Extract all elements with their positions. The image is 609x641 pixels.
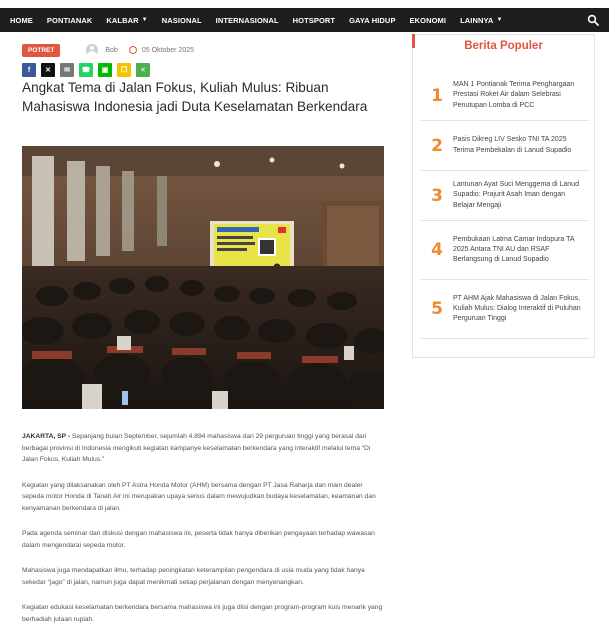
nav-label: HOME xyxy=(10,15,33,25)
chevron-down-icon: ▼ xyxy=(141,17,148,23)
rank-number: 2 xyxy=(431,135,443,156)
article-paragraph: Pada agenda seminar dan diskusi dengan mahasiswa ini, peserta tidak hanya diberikan pengayaan terhadap wawasan dalam mengendarai sepeda motor. xyxy=(22,530,375,549)
nav-ekonomi[interactable] xyxy=(410,16,447,25)
popular-news-item[interactable] xyxy=(421,280,589,339)
popular-news-item[interactable] xyxy=(421,71,589,121)
copy-icon[interactable]: ❐ xyxy=(117,63,131,77)
nav-home[interactable] xyxy=(10,16,33,25)
nav-gaya-hidup[interactable] xyxy=(349,16,395,25)
email-icon[interactable]: ✉ xyxy=(60,63,74,77)
article-paragraph: Mahasiswa juga mendapatkan ilmu, terhadap peningkatan keterampilan pengendara di usia muda yang tidak hanya sekedar “jago” di jalan, namun juga dapat menikmati setiap perjalanan dengan menyenangkan. xyxy=(22,567,365,586)
nav-hotsport[interactable] xyxy=(293,16,335,25)
nav-nasional[interactable] xyxy=(162,16,202,25)
top-navigation xyxy=(0,8,609,32)
popular-news-title[interactable]: MAN 1 Pontianak Terima Penghargaan Prestasi Roket Air dalam Selebrasi Penutupan Lomba di PCC xyxy=(453,81,575,109)
popular-news-item[interactable] xyxy=(421,221,589,280)
nav-label: NASIONAL xyxy=(161,15,202,25)
popular-news-title[interactable]: Pasis Dikreg LIV Sesko TNI TA 2025 Terima Pembekalan di Lanud Supadio xyxy=(453,136,572,154)
nav-label: GAYA HIDUP xyxy=(349,15,396,25)
nav-lainnya[interactable] xyxy=(460,16,502,25)
nav-label: KALBAR xyxy=(106,15,139,25)
category-badge[interactable]: POTRET xyxy=(22,44,60,57)
popular-news-item[interactable] xyxy=(421,121,589,171)
rank-number: 5 xyxy=(431,299,443,319)
widget-accent-bar xyxy=(412,34,415,48)
avatar xyxy=(86,44,98,56)
nav-label: INTERNASIONAL xyxy=(215,15,279,25)
popular-news-list xyxy=(421,71,589,339)
nav-pontianak[interactable] xyxy=(47,16,92,25)
dateline: JAKARTA, SP - xyxy=(22,433,71,440)
share-buttons xyxy=(22,63,155,77)
rank-number: 3 xyxy=(431,185,443,206)
nav-label: PONTIANAK xyxy=(46,15,93,25)
author-name[interactable]: Bob xyxy=(105,46,118,54)
facebook-icon[interactable]: f xyxy=(22,63,36,77)
line-icon[interactable]: ▣ xyxy=(98,63,112,77)
popular-news-title[interactable]: Lantunan Ayat Suci Menggema di Lanud Supadio: Prajurit Asah Iman dengan Belajar Mengaji xyxy=(453,181,579,209)
nav-label: HOTSPORT xyxy=(292,15,336,25)
clock-icon xyxy=(129,46,137,54)
share-icon[interactable]: < xyxy=(136,63,150,77)
search-icon[interactable] xyxy=(587,14,599,26)
popular-news-widget xyxy=(412,34,595,358)
article-meta xyxy=(22,43,194,57)
article-body xyxy=(22,431,384,639)
article-title: Angkat Tema di Jalan Fokus, Kuliah Mulus: Ribuan Mahasiswa Indonesia jadi Duta Keselamatan Berkendara xyxy=(22,80,368,114)
rank-number: 1 xyxy=(431,85,443,106)
popular-news-title[interactable]: PT AHM Ajak Mahasiswa di Jalan Fokus, Kuliah Mulus: Dialog Interaktif di Puluhan Perguruan Tinggi xyxy=(453,294,581,323)
article-paragraph xyxy=(22,431,384,466)
popular-news-title[interactable]: Pembukaan Latma Camar Indopura TA 2025 Antara TNI AU dan RSAF Berlangsung di Lanud Supadio xyxy=(453,235,575,264)
x-icon[interactable]: ✕ xyxy=(41,63,55,77)
article-paragraph: Kegiatan edukasi keselamatan berkendara bersama mahasiswa ini juga diisi dengan program-program kuis menarik yang berhadiah jutaan rupiah. xyxy=(22,604,383,623)
nav-label: EKONOMI xyxy=(409,15,447,25)
article-paragraph: Kegiatan yang dilaksanakan oleh PT Astra Honda Motor (AHM) bersama dengan PT Jasa Raharja dan main dealer sepeda motor Honda di Tanah Air ini merupakan upaya serius dalam mewujudkan budaya keselamatan, keamanan dan kenyamanan berkendara di jalan. xyxy=(22,481,376,512)
popular-news-item[interactable] xyxy=(421,171,589,221)
whatsapp-icon[interactable]: ☎ xyxy=(79,63,93,77)
nav-label: LAINNYA xyxy=(460,15,494,25)
article-hero-image xyxy=(22,146,384,409)
paragraph-text: Sepanjang bulan September, sejumlah 4.894 mahasiswa dari 29 perguruan tinggi yang berasal dari berbagai provinsi di Indonesia mengikuti kegiatan kampanye keselamatan berkendara yang interaktif melalui tema “Di Jalan Fokus, Kuliah Mulus.” xyxy=(22,433,371,463)
chevron-down-icon: ▼ xyxy=(496,17,503,23)
nav-kalbar[interactable] xyxy=(106,16,147,25)
publish-date: 05 Oktober 2025 xyxy=(141,46,194,54)
rank-number: 4 xyxy=(431,240,443,260)
nav-internasional[interactable] xyxy=(216,16,279,25)
widget-title: Berita Populer xyxy=(464,40,543,52)
